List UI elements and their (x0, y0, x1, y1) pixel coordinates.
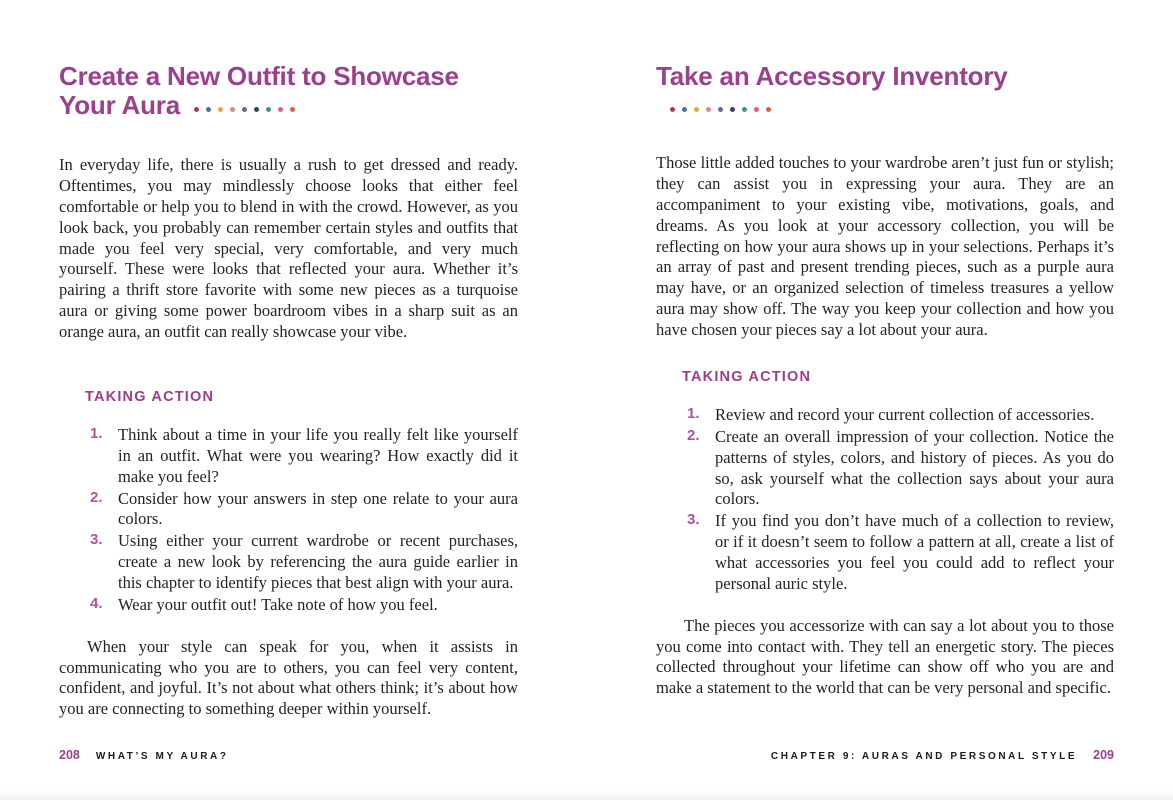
dot (754, 107, 759, 112)
left-section-heading: TAKING ACTION (85, 388, 215, 405)
page-number: 209 (1093, 748, 1114, 762)
right-closing-paragraph: The pieces you accessorize with can say a lot about you to those you come into contact with. They tell an energetic story. The pieces collected throughout your lifetime can show off who you are and make a statement to the world that can be very personal and specific. (656, 615, 1114, 698)
list-item (687, 426, 1114, 510)
left-page-title (59, 62, 518, 119)
left-title-line2: Your Aura (59, 89, 180, 120)
dot (290, 107, 295, 112)
right-action-list (656, 405, 1114, 595)
dot (718, 107, 723, 112)
dot (682, 107, 687, 112)
title-dots-decoration (194, 107, 295, 112)
dot (670, 107, 675, 112)
list-item-text: Using either your current wardrobe or recent purchases, create a new look by referencing the aura guide earlier in this chapter to identify pieces that best align with your aura. (118, 531, 518, 592)
left-title-line1: Create a New Outfit to Showcase (59, 61, 459, 91)
list-item-text: Review and record your current collection of accessories. (715, 404, 1095, 424)
left-intro-paragraph: In everyday life, there is usually a rush to get dressed and ready. Oftentimes, you may mindlessly choose looks that either feel comfortable or help you to blend in with the crowd. However, as you look back, you probably can remember certain styles and outfits that made you feel very special, very comfortable, and very much yourself. These were looks that reflected your aura. Whether it’s pairing a thrift store favorite with some new pieces as a turquoise aura or giving some power boardroom vibes in a sharp suit as an orange aura, an outfit can really showcase your vibe. (59, 155, 518, 342)
left-closing-paragraph: When your style can speak for you, when it assists in communicating who you are to others, you can feel very content, confident, and joyful. It’s not about what others think; it’s about how you are connecting to something deeper within yourself. (59, 636, 518, 719)
list-item (687, 511, 1114, 594)
list-item-text: If you find you don’t have much of a collection to review, or if it doesn’t seem to follow a pattern at all, create a list of what accessories you feel you could add to reflect your personal auric style. (715, 511, 1114, 593)
right-page-title (656, 62, 1114, 119)
dot (266, 107, 271, 112)
page-left (59, 0, 518, 720)
list-item (90, 594, 518, 616)
right-title-text: Take an Accessory Inventory (656, 61, 1008, 91)
list-item-text: Wear your outfit out! Take note of how you feel. (118, 594, 438, 614)
list-item (687, 404, 1114, 426)
running-head: WHAT’S MY AURA? (95, 751, 229, 762)
list-item-number: 3. (90, 531, 103, 549)
list-item-number: 1. (90, 424, 103, 442)
list-item-number: 2. (687, 426, 700, 444)
dot (730, 107, 735, 112)
dot (218, 107, 223, 112)
right-section-heading: TAKING ACTION (682, 368, 812, 385)
dot (206, 107, 211, 112)
list-item-number: 3. (687, 511, 700, 529)
right-intro-paragraph: Those little added touches to your wardrobe aren’t just fun or stylish; they can assist you in expressing your aura. They are an accompaniment to your existing vibe, motivations, goals, and dreams. As you look at your accessory collection, you will be reflecting on how your aura shows up in your selections. Perhaps it’s an array of past and present trending pieces, such as a purple aura may have, or an organized selection of timeless treasures a yellow aura may show off. The way you keep your collection and how you have chosen your pieces say a lot about your aura. (656, 153, 1114, 340)
dot (254, 107, 259, 112)
list-item (90, 488, 518, 531)
dot (742, 107, 747, 112)
left-page-footer (59, 748, 229, 762)
dot (706, 107, 711, 112)
dot (694, 107, 699, 112)
page-right (656, 0, 1114, 699)
right-page-footer (656, 748, 1114, 762)
dot (242, 107, 247, 112)
list-item-number: 2. (90, 488, 103, 506)
list-item-text: Think about a time in your life you really felt like yourself in an outfit. What were you wearing? How exactly did it make you feel? (118, 424, 518, 486)
list-item-text: Create an overall impression of your collection. Notice the patterns of styles, colors, and history of pieces. As you do so, ask yourself what the collection says about your aura colors. (715, 426, 1114, 509)
left-action-list (59, 425, 518, 616)
title-dots-decoration (670, 107, 771, 112)
list-item (90, 424, 518, 488)
running-head: CHAPTER 9: AURAS AND PERSONAL STYLE (770, 751, 1078, 762)
dot (230, 107, 235, 112)
dot (766, 107, 771, 112)
dot (194, 107, 199, 112)
dot (278, 107, 283, 112)
list-item (90, 531, 518, 594)
list-item-text: Consider how your answers in step one relate to your aura colors. (118, 488, 518, 529)
list-item-number: 4. (90, 594, 103, 612)
list-item-number: 1. (687, 404, 700, 422)
page-number: 208 (59, 748, 80, 762)
